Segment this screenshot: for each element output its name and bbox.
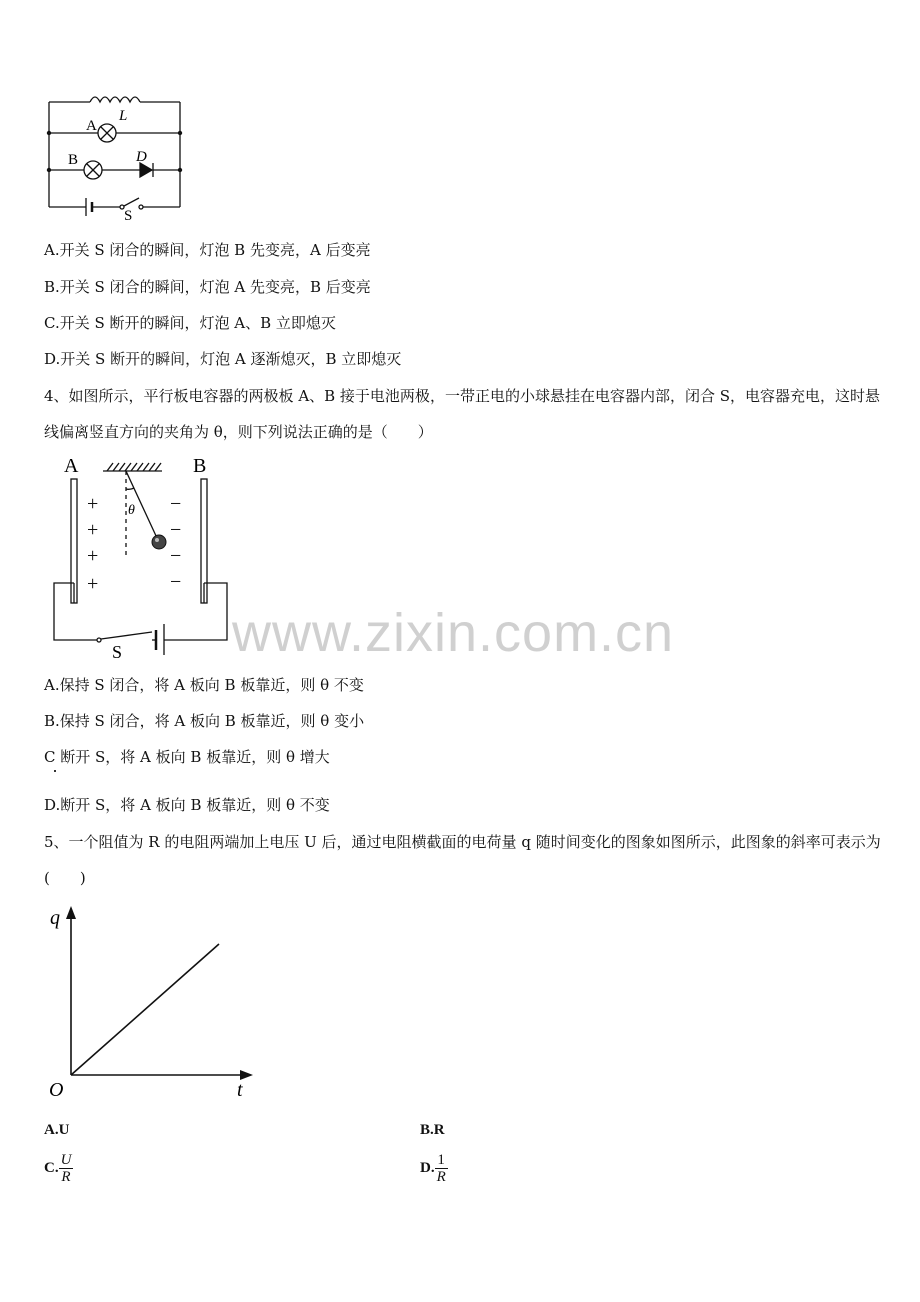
fraction-numerator: U <box>60 1152 72 1168</box>
fraction-denominator: R <box>436 1169 446 1185</box>
minus-sign: − <box>170 493 182 515</box>
switch-s-q4 <box>101 632 152 639</box>
plus-sign: + <box>87 493 99 515</box>
q3-option-d: D.开关 S 断开的瞬间，灯泡 A 逐渐熄灭，B 立即熄灭 <box>44 350 402 368</box>
y-axis-label: q <box>50 907 60 929</box>
q5-option-d <box>420 1152 448 1185</box>
label-l: L <box>119 108 128 124</box>
label-a: A <box>86 118 97 134</box>
label-switch-s: S <box>112 642 123 662</box>
fraction-u-over-r <box>59 1152 74 1185</box>
watermark: www.zixin.com.cn <box>232 603 675 663</box>
switch-s <box>124 198 139 206</box>
q-t-line <box>71 944 219 1075</box>
plus-sign: + <box>87 545 99 567</box>
q3-option-b: B.开关 S 闭合的瞬间，灯泡 A 先变亮，B 后变亮 <box>44 278 371 296</box>
q4-option-a: A.保持 S 闭合，将 A 板向 B 板靠近，则 θ 不变 <box>44 676 364 694</box>
inductor-coil <box>90 97 140 102</box>
plus-sign: + <box>87 519 99 541</box>
capacitor-diagram-q4 <box>40 452 240 662</box>
fraction-one-over-r <box>435 1152 448 1185</box>
q5-option-c-prefix: C. <box>44 1159 59 1176</box>
minus-sign: − <box>170 545 182 567</box>
label-plate-a: A <box>64 455 79 477</box>
origin-label: O <box>49 1079 64 1101</box>
q4-option-c: C 断开 S，将 A 板向 B 板靠近，则 θ 增大 <box>44 748 330 766</box>
fraction-denominator: R <box>61 1169 71 1185</box>
label-d: D <box>136 149 147 165</box>
charged-ball <box>152 535 166 549</box>
q3-option-c: C.开关 S 断开的瞬间，灯泡 A、B 立即熄灭 <box>44 314 336 332</box>
q4-option-d: D.断开 S，将 A 板向 B 板靠近，则 θ 不变 <box>44 796 330 814</box>
circuit-diagram-q3 <box>40 92 190 222</box>
minus-sign: − <box>170 571 182 593</box>
label-b: B <box>68 152 79 168</box>
minus-sign: − <box>170 519 182 541</box>
label-s: S <box>124 208 133 222</box>
q5-option-d-prefix: D. <box>420 1159 435 1176</box>
diode <box>140 163 152 177</box>
plus-sign: + <box>87 573 99 595</box>
label-theta: θ <box>128 503 135 518</box>
x-axis-label: t <box>237 1079 243 1101</box>
q5-stem: 5、一个阻值为 R 的电阻两端加上电压 U 后，通过电阻横截面的电荷量 q 随时间变化的图象如图所示，此图象的斜率可表示为( ) <box>44 833 881 887</box>
q4-option-b: B.保持 S 闭合，将 A 板向 B 板靠近，则 θ 变小 <box>44 712 365 730</box>
q4-stem: 4、如图所示，平行板电容器的两极板 A、B 接于电池两极，一带正电的小球悬挂在电容器内部，闭合 S，电容器充电，这时悬线偏离竖直方向的夹角为 θ，则下列说法正确的是（ ） <box>44 387 880 441</box>
fraction-numerator: 1 <box>435 1152 448 1169</box>
q5-option-a: A.U <box>44 1122 70 1138</box>
q5-option-b: B.R <box>420 1122 445 1138</box>
q5-option-c <box>44 1152 73 1185</box>
q3-option-a: A.开关 S 闭合的瞬间，灯泡 B 先变亮，A 后变亮 <box>44 241 371 259</box>
label-plate-b: B <box>193 455 207 477</box>
q-t-graph <box>44 900 264 1105</box>
stray-dot <box>54 770 56 772</box>
